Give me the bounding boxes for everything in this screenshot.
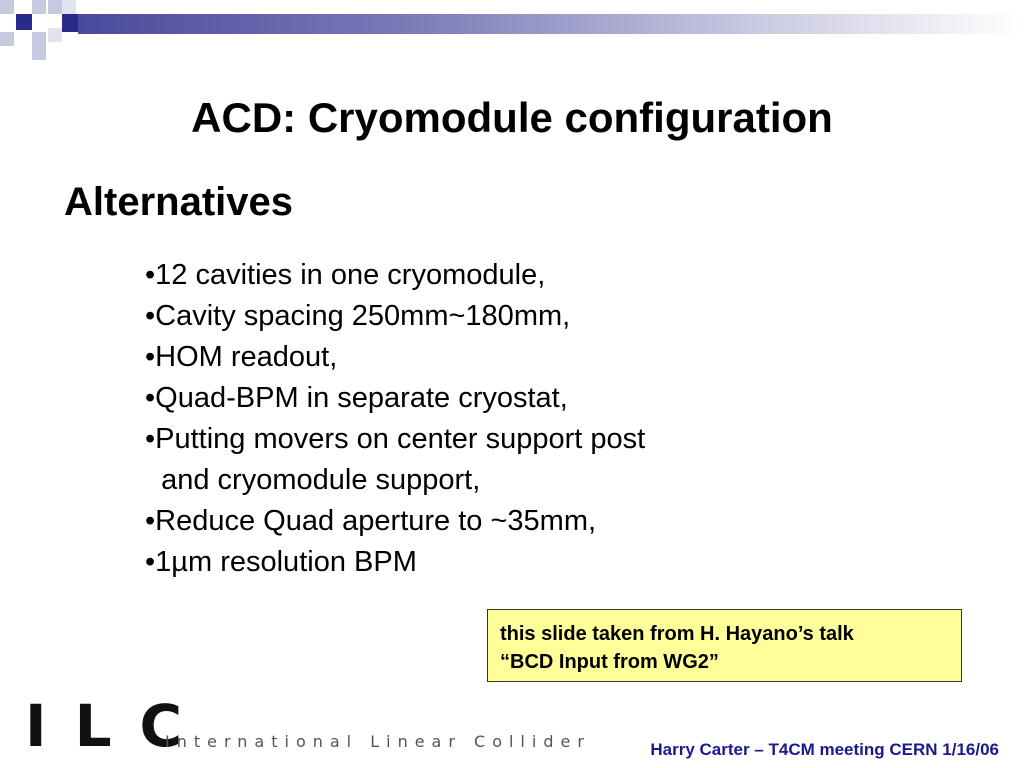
- slide-title: ACD: Cryomodule configuration: [191, 94, 833, 141]
- footer-text: Harry Carter – T4CM meeting CERN 1/16/06: [650, 740, 999, 759]
- bullet-list: [145, 255, 645, 583]
- bullet-item: •Putting movers on center support post: [145, 423, 646, 455]
- bullet-item: and cryomodule support,: [145, 464, 481, 496]
- ilc-logo-letters: ILC: [25, 692, 211, 760]
- corner-decoration: [0, 0, 1024, 62]
- source-note-line: this slide taken from H. Hayano’s talk: [500, 623, 854, 645]
- bullet-item: •HOM readout,: [145, 341, 338, 373]
- bullet-item: •Reduce Quad aperture to ~35mm,: [145, 505, 597, 537]
- bullet-item: •Quad-BPM in separate cryostat,: [145, 382, 568, 414]
- source-note-line: “BCD Input from WG2”: [500, 651, 719, 673]
- slide-subtitle: Alternatives: [64, 180, 293, 224]
- bullet-item: •1µm resolution BPM: [145, 546, 417, 578]
- ilc-logo-tagline: International Linear Collider: [165, 732, 591, 751]
- header-gradient-bar: [78, 14, 1024, 34]
- source-note-box: [487, 609, 962, 682]
- bullet-item: •Cavity spacing 250mm~180mm,: [145, 300, 571, 332]
- bullet-item: •12 cavities in one cryomodule,: [145, 259, 546, 291]
